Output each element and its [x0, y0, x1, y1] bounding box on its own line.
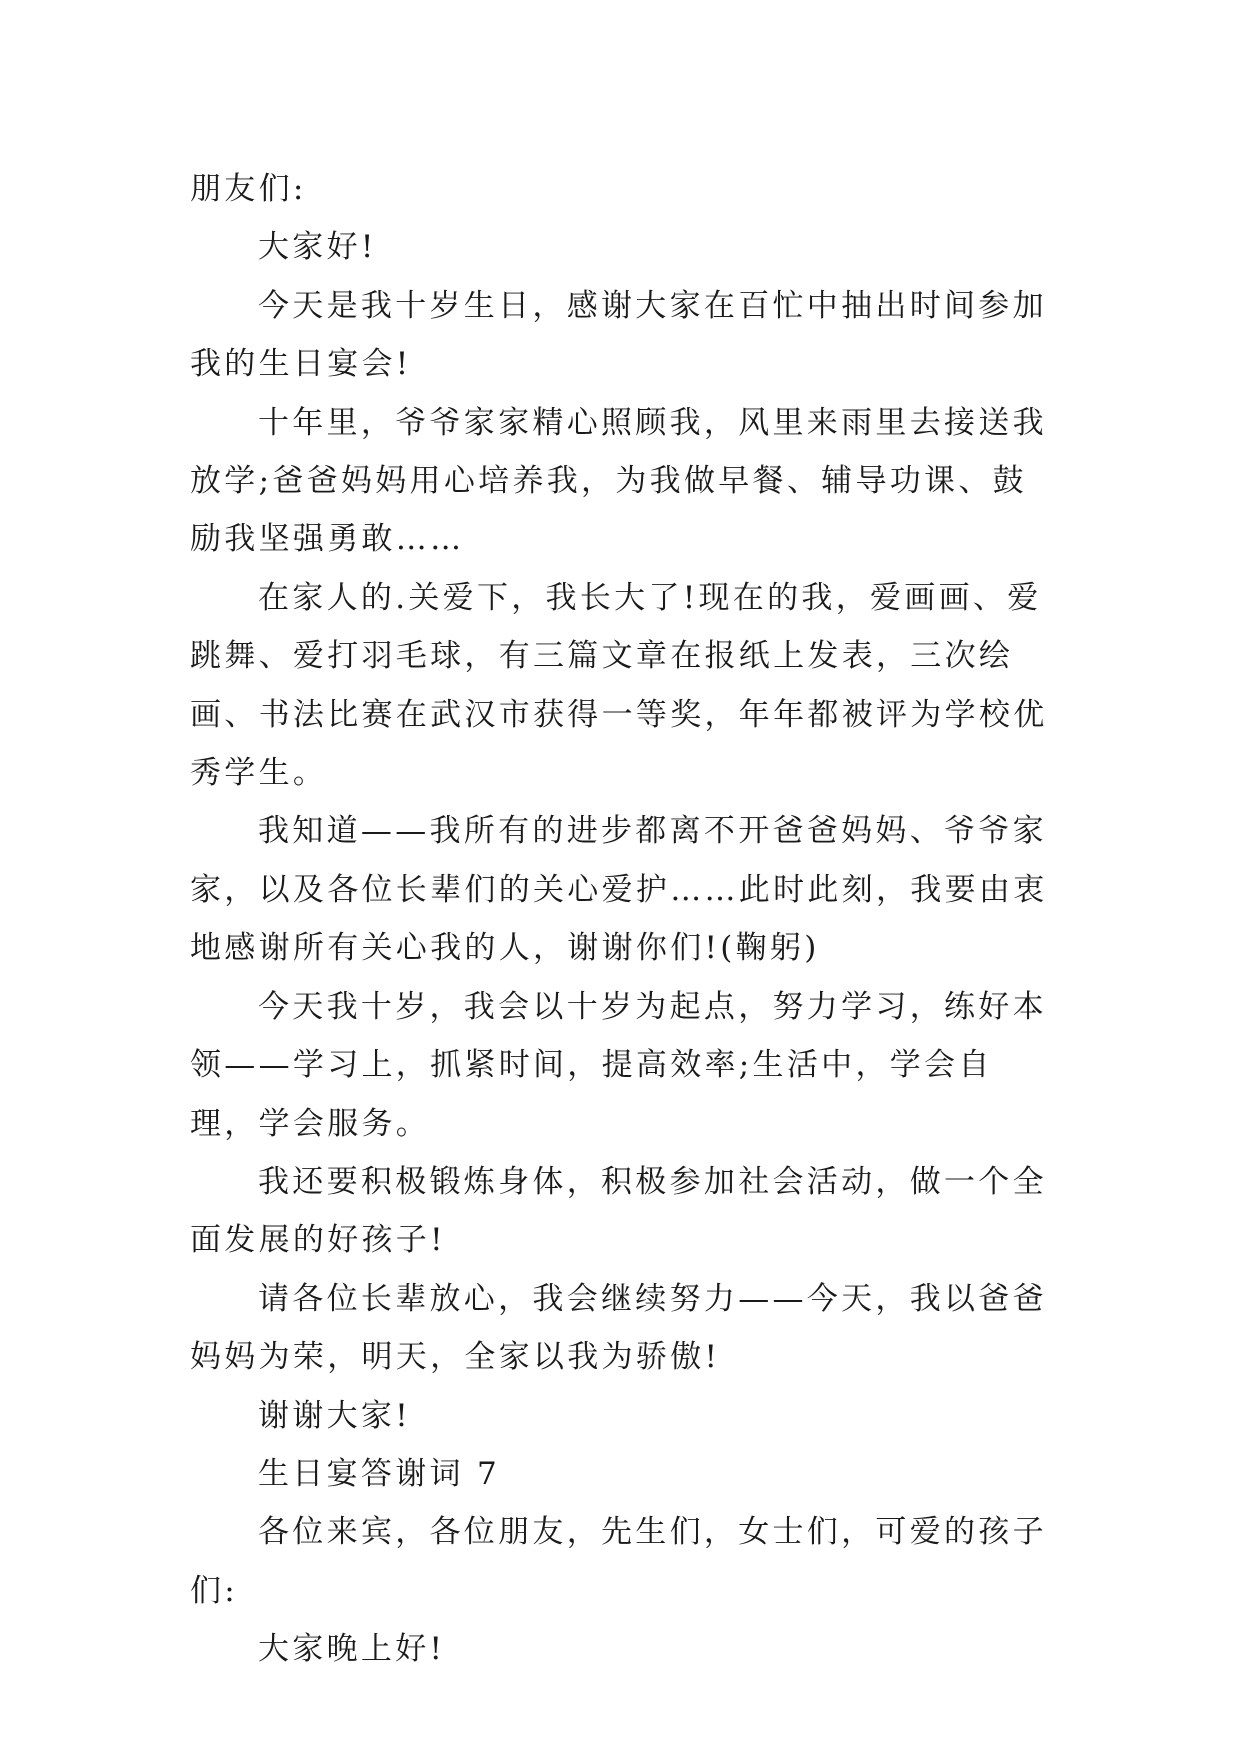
- paragraph: 谢谢大家!: [258, 1397, 411, 1434]
- greeting-paragraph: 朋友们:: [190, 171, 307, 207]
- paragraph: 请各位长辈放心，我会继续努力——今天，我以爸爸妈妈为荣，明天，全家以我为骄傲!: [190, 1280, 1047, 1376]
- paragraph: 大家好!: [258, 229, 377, 266]
- paragraph: 我知道——我所有的进步都离不开爸爸妈妈、爷爷家家，以及各位长辈们的关心爱护……此时此刻，我要由衷地感谢所有关心我的人，谢谢你们!(鞠躬): [190, 813, 1048, 967]
- paragraph: 大家晚上好!: [258, 1631, 446, 1668]
- paragraph: 我还要积极锻炼身体，积极参加社会活动，做一个全面发展的好孩子!: [190, 1163, 1047, 1259]
- document-body: [190, 160, 1050, 1679]
- paragraph: 在家人的.关爱下，我长大了!现在的我，爱画画、爱跳舞、爱打羽毛球，有三篇文章在报纸上发表，三次绘画、书法比赛在武汉市获得一等奖，年年都被评为学校优秀学生。: [190, 579, 1048, 792]
- section-heading: 生日宴答谢词 7: [258, 1455, 500, 1492]
- paragraph: 今天是我十岁生日，感谢大家在百忙中抽出时间参加我的生日宴会!: [190, 287, 1047, 383]
- paragraph: 十年里，爷爷家家精心照顾我，风里来雨里去接送我放学;爸爸妈妈用心培养我，为我做早餐、辅导功课、鼓励我坚强勇敢……: [190, 404, 1047, 558]
- paragraph: 各位来宾，各位朋友，先生们，女士们，可爱的孩子们:: [190, 1514, 1047, 1609]
- paragraph: 今天我十岁，我会以十岁为起点，努力学习，练好本领——学习上，抓紧时间，提高效率;生活中，学会自理，学会服务。: [190, 988, 1047, 1142]
